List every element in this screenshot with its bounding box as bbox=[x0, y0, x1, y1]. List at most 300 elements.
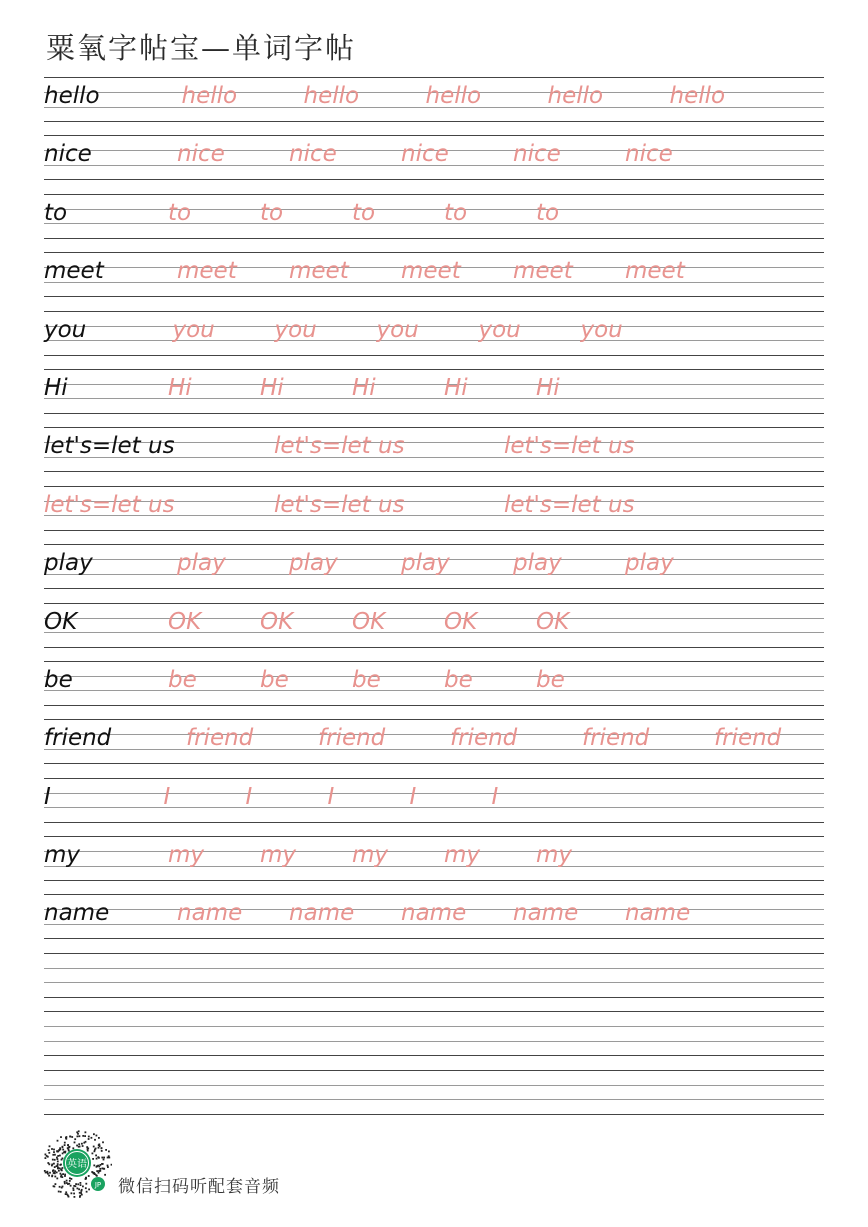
trace-word: name bbox=[289, 900, 355, 927]
practice-row bbox=[44, 77, 824, 135]
qr-dot bbox=[57, 1165, 59, 1167]
practice-row bbox=[44, 135, 824, 193]
qr-dot bbox=[96, 1135, 98, 1137]
qr-dot bbox=[57, 1163, 59, 1165]
trace-word: hello bbox=[181, 83, 238, 109]
qr-dot bbox=[93, 1146, 95, 1148]
trace-word: let's=let us bbox=[274, 491, 405, 518]
qr-dot bbox=[64, 1183, 66, 1185]
qr-dot bbox=[67, 1144, 69, 1146]
trace-word: play bbox=[289, 550, 338, 577]
qr-dot bbox=[62, 1153, 64, 1155]
trace-word: play bbox=[625, 550, 674, 577]
guide-line bbox=[44, 968, 824, 969]
practice-row bbox=[44, 544, 824, 602]
trace-word: Hi bbox=[536, 374, 560, 401]
model-word: be bbox=[44, 666, 73, 693]
model-word: Hi bbox=[44, 374, 68, 401]
qr-dot bbox=[78, 1188, 80, 1190]
qr-dot bbox=[82, 1145, 84, 1147]
rule-line bbox=[44, 486, 824, 487]
trace-word: you bbox=[274, 316, 317, 343]
qr-dot bbox=[95, 1155, 97, 1157]
rule-line bbox=[44, 894, 824, 895]
qr-dot bbox=[71, 1178, 73, 1180]
qr-dot bbox=[57, 1167, 59, 1169]
qr-dot bbox=[64, 1142, 66, 1144]
qr-dot bbox=[85, 1178, 87, 1180]
qr-dot bbox=[48, 1163, 50, 1165]
practice-row bbox=[44, 836, 824, 894]
guide-line bbox=[44, 223, 824, 224]
model-word: you bbox=[44, 316, 87, 343]
guide-line bbox=[44, 209, 824, 210]
guide-line bbox=[44, 618, 824, 619]
qr-dot bbox=[64, 1181, 66, 1183]
qr-dot bbox=[48, 1175, 50, 1177]
qr-dot bbox=[68, 1146, 70, 1148]
guide-line bbox=[44, 340, 824, 341]
rule-line bbox=[44, 179, 824, 180]
trace-word: be bbox=[168, 666, 197, 693]
rule-line bbox=[44, 938, 824, 939]
qr-dot bbox=[52, 1170, 54, 1172]
qr-dot bbox=[107, 1166, 109, 1168]
qr-dot bbox=[70, 1185, 72, 1187]
qr-corner-label: JP bbox=[94, 1181, 102, 1189]
trace-word: hello bbox=[425, 83, 482, 109]
qr-dot bbox=[64, 1174, 66, 1176]
qr-dot bbox=[82, 1135, 84, 1137]
trace-word: Hi bbox=[168, 374, 192, 401]
qr-dot bbox=[103, 1157, 105, 1159]
qr-dot bbox=[105, 1149, 107, 1151]
guide-line bbox=[44, 1026, 824, 1027]
qr-dot bbox=[60, 1173, 62, 1175]
qr-dot bbox=[66, 1136, 68, 1138]
qr-dot bbox=[107, 1165, 109, 1167]
qr-dot bbox=[77, 1136, 79, 1138]
rule-line bbox=[44, 953, 824, 954]
qr-dot bbox=[102, 1163, 104, 1165]
rule-line bbox=[44, 252, 824, 253]
qr-dot bbox=[108, 1151, 110, 1153]
qr-dot bbox=[101, 1147, 103, 1149]
qr-dot bbox=[104, 1174, 106, 1176]
trace-word: nice bbox=[289, 141, 337, 168]
qr-dot bbox=[71, 1136, 73, 1138]
rule-line bbox=[44, 719, 824, 720]
trace-word: name bbox=[513, 900, 579, 927]
practice-row bbox=[44, 661, 824, 719]
model-word: name bbox=[44, 900, 110, 927]
qr-dot bbox=[45, 1172, 47, 1174]
qr-dot bbox=[87, 1148, 89, 1150]
qr-dot bbox=[88, 1136, 90, 1138]
qr-dot bbox=[68, 1149, 70, 1151]
trace-word: friend bbox=[714, 725, 782, 752]
qr-dot bbox=[57, 1161, 59, 1163]
practice-row bbox=[44, 603, 824, 661]
qr-dot bbox=[51, 1175, 53, 1177]
model-word: nice bbox=[44, 141, 92, 168]
rule-line bbox=[44, 1114, 824, 1115]
qr-dot bbox=[44, 1170, 46, 1172]
qr-dot bbox=[48, 1149, 50, 1151]
qr-dot bbox=[78, 1146, 80, 1148]
practice-row bbox=[44, 194, 824, 252]
qr-dot bbox=[62, 1173, 64, 1175]
qr-dot bbox=[60, 1191, 62, 1193]
qr-dot bbox=[94, 1150, 96, 1152]
rule-line bbox=[44, 427, 824, 428]
trace-word: to bbox=[260, 199, 284, 226]
qr-dot bbox=[79, 1195, 81, 1197]
guide-line bbox=[44, 632, 824, 633]
guide-line bbox=[44, 398, 824, 399]
qr-badge-label: 英语 bbox=[67, 1159, 87, 1170]
rule-line bbox=[44, 135, 824, 136]
trace-word: nice bbox=[401, 141, 449, 168]
rule-line bbox=[44, 603, 824, 604]
qr-dot bbox=[54, 1159, 56, 1161]
qr-dot bbox=[103, 1159, 105, 1161]
model-word: hello bbox=[44, 83, 100, 109]
qr-dot bbox=[98, 1172, 100, 1174]
qr-dot bbox=[66, 1193, 68, 1195]
qr-code-icon[interactable] bbox=[42, 1128, 112, 1198]
qr-dot bbox=[102, 1141, 104, 1143]
rule-line bbox=[44, 763, 824, 764]
rule-line bbox=[44, 588, 824, 589]
rule-line bbox=[44, 661, 824, 662]
qr-dot bbox=[88, 1175, 90, 1177]
practice-row bbox=[44, 1070, 824, 1128]
model-word: meet bbox=[44, 258, 104, 285]
qr-dot bbox=[108, 1155, 110, 1157]
qr-dot bbox=[91, 1171, 93, 1173]
rule-line bbox=[44, 544, 824, 545]
trace-word: you bbox=[172, 316, 215, 343]
qr-dot bbox=[92, 1153, 94, 1155]
rule-line bbox=[44, 471, 824, 472]
qr-dot bbox=[78, 1143, 80, 1145]
qr-dot bbox=[75, 1183, 77, 1185]
qr-dot bbox=[57, 1155, 59, 1157]
trace-word: I bbox=[491, 783, 499, 810]
trace-word: friend bbox=[318, 725, 386, 752]
trace-word: my bbox=[168, 842, 205, 869]
trace-word: OK bbox=[444, 608, 478, 635]
rule-line bbox=[44, 1011, 824, 1012]
qr-dot bbox=[65, 1138, 67, 1140]
qr-dot bbox=[100, 1164, 102, 1166]
qr-dot bbox=[86, 1191, 88, 1193]
trace-word: friend bbox=[450, 725, 518, 752]
practice-row bbox=[44, 252, 824, 310]
trace-word: my bbox=[352, 842, 389, 869]
qr-dot bbox=[85, 1131, 87, 1133]
qr-dot bbox=[54, 1172, 56, 1174]
footer bbox=[42, 1128, 362, 1198]
qr-dot bbox=[85, 1141, 87, 1143]
qr-dot bbox=[102, 1168, 104, 1170]
trace-word: OK bbox=[260, 608, 294, 635]
trace-word: I bbox=[327, 783, 335, 810]
qr-dot bbox=[87, 1150, 89, 1152]
guide-line bbox=[44, 1099, 824, 1100]
qr-dot bbox=[98, 1137, 100, 1139]
qr-dot bbox=[94, 1139, 96, 1141]
qr-dot bbox=[53, 1149, 55, 1151]
trace-word: meet bbox=[513, 258, 573, 285]
qr-dot bbox=[49, 1145, 51, 1147]
qr-dot bbox=[58, 1191, 60, 1193]
trace-word: nice bbox=[513, 141, 561, 168]
model-word: friend bbox=[44, 725, 112, 752]
qr-dot bbox=[66, 1180, 68, 1182]
qr-dot bbox=[77, 1188, 79, 1190]
rule-line bbox=[44, 296, 824, 297]
qr-dot bbox=[57, 1140, 59, 1142]
practice-row bbox=[44, 369, 824, 427]
trace-word: I bbox=[163, 783, 171, 810]
qr-dot bbox=[47, 1172, 49, 1174]
trace-word: friend bbox=[582, 725, 650, 752]
trace-word: meet bbox=[625, 258, 685, 285]
qr-dot bbox=[71, 1192, 73, 1194]
trace-word: my bbox=[260, 842, 297, 869]
rule-line bbox=[44, 77, 824, 78]
qr-dot bbox=[54, 1176, 56, 1178]
practice-row bbox=[44, 719, 824, 777]
qr-dot bbox=[53, 1163, 55, 1165]
qr-dot bbox=[99, 1170, 101, 1172]
qr-dot bbox=[64, 1144, 66, 1146]
qr-dot bbox=[47, 1156, 49, 1158]
guide-line bbox=[44, 1085, 824, 1086]
trace-word: be bbox=[444, 666, 473, 693]
qr-dot bbox=[93, 1133, 95, 1135]
qr-dot bbox=[96, 1170, 98, 1172]
rule-line bbox=[44, 238, 824, 239]
qr-dot bbox=[58, 1170, 60, 1172]
qr-dot bbox=[98, 1166, 100, 1168]
qr-dot bbox=[74, 1196, 76, 1198]
qr-dot bbox=[59, 1155, 61, 1157]
qr-dot bbox=[53, 1185, 55, 1187]
trace-word: I bbox=[245, 783, 253, 810]
qr-dot bbox=[84, 1135, 86, 1137]
qr-dot bbox=[54, 1166, 56, 1168]
qr-dot bbox=[96, 1158, 98, 1160]
qr-dot bbox=[101, 1150, 103, 1152]
trace-word: let's=let us bbox=[274, 433, 405, 460]
qr-dot bbox=[103, 1168, 105, 1170]
qr-dot bbox=[60, 1164, 62, 1166]
qr-dot bbox=[72, 1187, 74, 1189]
guide-line bbox=[44, 807, 824, 808]
qr-dot bbox=[99, 1168, 101, 1170]
rule-line bbox=[44, 311, 824, 312]
qr-dot bbox=[61, 1174, 63, 1176]
rule-line bbox=[44, 997, 824, 998]
guide-line bbox=[44, 734, 824, 735]
qr-dot bbox=[52, 1159, 54, 1161]
trace-word: let's=let us bbox=[504, 491, 635, 518]
trace-word: to bbox=[536, 199, 560, 226]
practice-sheet bbox=[44, 77, 824, 1128]
qr-dot bbox=[96, 1166, 98, 1168]
qr-dot bbox=[93, 1165, 95, 1167]
page-title: 粟氧字帖宝—单词字帖 bbox=[46, 31, 357, 65]
guide-line bbox=[44, 851, 824, 852]
model-word: let's=let us bbox=[44, 433, 175, 460]
practice-row bbox=[44, 427, 824, 485]
rule-line bbox=[44, 194, 824, 195]
practice-row bbox=[44, 1011, 824, 1069]
practice-row bbox=[44, 778, 824, 836]
trace-word: to bbox=[168, 199, 192, 226]
guide-line bbox=[44, 1041, 824, 1042]
guide-line bbox=[44, 690, 824, 691]
rule-line bbox=[44, 369, 824, 370]
trace-word: be bbox=[260, 666, 289, 693]
qr-dot bbox=[51, 1165, 53, 1167]
qr-dot bbox=[92, 1158, 94, 1160]
trace-word: you bbox=[478, 316, 521, 343]
trace-word: meet bbox=[177, 258, 237, 285]
rule-line bbox=[44, 822, 824, 823]
qr-dot bbox=[65, 1151, 67, 1153]
qr-dot bbox=[91, 1137, 93, 1139]
qr-dot bbox=[69, 1136, 71, 1138]
trace-word: OK bbox=[536, 608, 570, 635]
qr-dot bbox=[98, 1144, 100, 1146]
qr-dot bbox=[80, 1184, 82, 1186]
model-word: my bbox=[44, 842, 81, 869]
qr-dot bbox=[54, 1154, 56, 1156]
qr-dot bbox=[98, 1157, 100, 1159]
practice-row bbox=[44, 894, 824, 952]
qr-dot bbox=[111, 1164, 112, 1166]
qr-dot bbox=[62, 1146, 64, 1148]
qr-dot bbox=[79, 1135, 81, 1137]
trace-word: friend bbox=[186, 725, 254, 752]
rule-line bbox=[44, 647, 824, 648]
qr-dot bbox=[62, 1158, 64, 1160]
qr-dot bbox=[56, 1172, 58, 1174]
practice-row bbox=[44, 486, 824, 544]
footer-caption: 微信扫码听配套音频 bbox=[118, 1177, 280, 1197]
practice-row bbox=[44, 311, 824, 369]
trace-word: to bbox=[444, 199, 468, 226]
trace-word: my bbox=[536, 842, 573, 869]
guide-line bbox=[44, 793, 824, 794]
qr-dot bbox=[62, 1149, 64, 1151]
qr-dot bbox=[85, 1183, 87, 1185]
model-word: OK bbox=[44, 608, 78, 635]
trace-word: nice bbox=[625, 141, 673, 168]
trace-word: play bbox=[177, 550, 226, 577]
guide-line bbox=[44, 749, 824, 750]
qr-dot bbox=[77, 1133, 79, 1135]
qr-dot bbox=[57, 1158, 59, 1160]
rule-line bbox=[44, 778, 824, 779]
qr-dot bbox=[80, 1182, 82, 1184]
qr-dot bbox=[88, 1189, 90, 1191]
trace-word: play bbox=[401, 550, 450, 577]
qr-dot bbox=[75, 1185, 77, 1187]
rule-line bbox=[44, 880, 824, 881]
qr-dot bbox=[99, 1145, 101, 1147]
qr-dot bbox=[56, 1178, 58, 1180]
trace-word: Hi bbox=[352, 374, 376, 401]
rule-line bbox=[44, 413, 824, 414]
qr-dot bbox=[73, 1189, 75, 1191]
qr-dot bbox=[45, 1157, 47, 1159]
qr-dot bbox=[69, 1180, 71, 1182]
qr-dot bbox=[56, 1157, 58, 1159]
qr-dot bbox=[77, 1183, 79, 1185]
trace-word: meet bbox=[401, 258, 461, 285]
qr-dot bbox=[81, 1194, 83, 1196]
trace-word: let's=let us bbox=[44, 491, 175, 518]
trace-word: Hi bbox=[444, 374, 468, 401]
qr-dot bbox=[74, 1142, 76, 1144]
qr-dot bbox=[78, 1130, 80, 1132]
qr-dot bbox=[85, 1187, 87, 1189]
qr-dot bbox=[65, 1191, 67, 1193]
qr-dot bbox=[82, 1186, 84, 1188]
trace-word: hello bbox=[669, 83, 726, 109]
qr-dot bbox=[67, 1183, 69, 1185]
rule-line bbox=[44, 705, 824, 706]
trace-word: meet bbox=[289, 258, 349, 285]
trace-word: my bbox=[444, 842, 481, 869]
trace-word: OK bbox=[352, 608, 386, 635]
qr-dot bbox=[80, 1190, 82, 1192]
trace-word: name bbox=[177, 900, 243, 927]
guide-line bbox=[44, 326, 824, 327]
qr-dot bbox=[73, 1193, 75, 1195]
qr-dot bbox=[88, 1138, 90, 1140]
model-word: play bbox=[44, 550, 93, 577]
rule-line bbox=[44, 1070, 824, 1071]
qr-dot bbox=[49, 1172, 51, 1174]
qr-dot bbox=[55, 1183, 57, 1185]
trace-word: name bbox=[401, 900, 467, 927]
qr-dot bbox=[51, 1148, 53, 1150]
qr-dot bbox=[52, 1154, 54, 1156]
qr-dot bbox=[53, 1151, 55, 1153]
qr-dot bbox=[81, 1143, 83, 1145]
trace-word: be bbox=[536, 666, 565, 693]
guide-line bbox=[44, 676, 824, 677]
trace-word: let's=let us bbox=[504, 433, 635, 460]
qr-dot bbox=[60, 1136, 62, 1138]
trace-word: name bbox=[625, 900, 691, 927]
trace-word: to bbox=[352, 199, 376, 226]
guide-line bbox=[44, 866, 824, 867]
qr-dot bbox=[101, 1157, 103, 1159]
qr-dot bbox=[62, 1186, 64, 1188]
qr-dot bbox=[59, 1186, 61, 1188]
trace-word: play bbox=[513, 550, 562, 577]
rule-line bbox=[44, 836, 824, 837]
qr-dot bbox=[48, 1152, 50, 1154]
qr-dot bbox=[80, 1192, 82, 1194]
